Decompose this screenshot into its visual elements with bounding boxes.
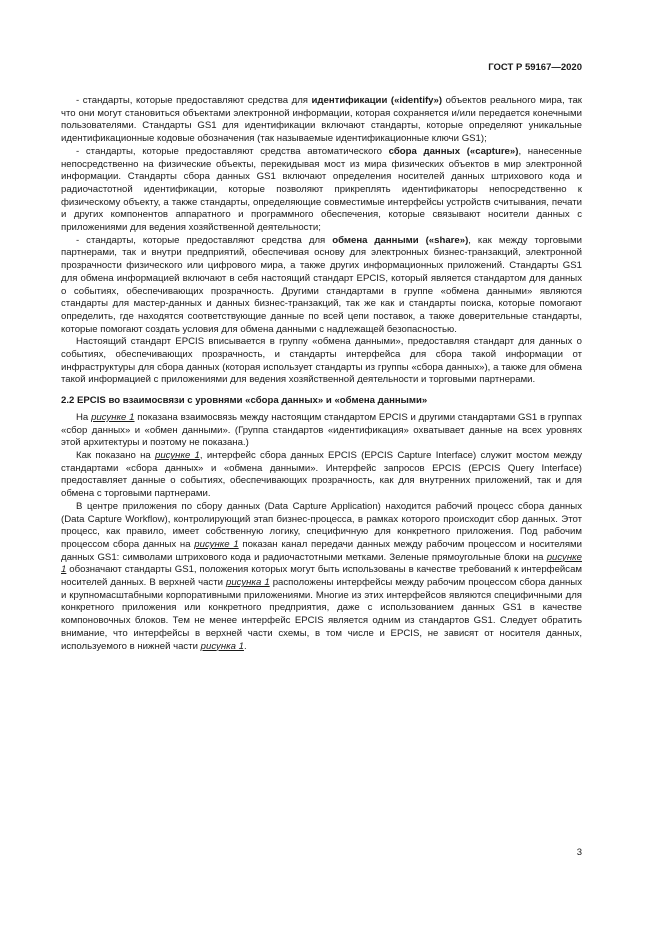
text-span: - стандарты, которые предоставляют средства автоматического (76, 145, 389, 157)
text-span: - стандарты, которые предоставляют средства для (76, 234, 333, 246)
paragraph-identify (61, 95, 582, 146)
figure-reference-link[interactable]: рисунка 1 (226, 577, 270, 589)
text-span: , интерфейс сбора данных EPCIS (EPCIS Capture Interface) служит мостом между стандартами «сбора данных» и «обмена данными». Интерфейс запросов EPCIS (EPCIS Query Interface) предоставляет данные о событиях, обеспечивающих прозрачность, как для внутренних приложений, так и для обмена с торговыми партнерами. (61, 449, 582, 500)
text-span: На (76, 411, 92, 423)
paragraph-figure-relation (61, 412, 582, 450)
text-span: - стандарты, которые предоставляют средства для (76, 95, 312, 106)
paragraph-data-capture-app (61, 501, 582, 653)
figure-reference-link[interactable]: рисунке 1 (91, 411, 135, 423)
text-span: объектов реального мира, так что они могут становиться объектами электронной информации, которая сохраняется и/или передается конечными пользователями. Стандарты GS1 для идентификации включают стандарты, которые определяют уникальные идентификационные кодовые обозначения (так называемые идентификационные ключи GS1); (61, 95, 582, 145)
paragraph-capture (61, 146, 582, 235)
text-span: . (243, 640, 247, 652)
paragraph-share (61, 235, 582, 337)
text-span: Как показано на (76, 449, 156, 461)
figure-reference-link[interactable]: рисунка 1 (200, 640, 244, 652)
text-span: расположены интерфейсы между рабочим процессом сбора данных и крупномасштабными корпоративными приложениями. Многие из этих интерфейсов являются специфичными для конкретного приложения или конкретного предприятия, даже с использованием данных GS1 в качестве компоновочных блоков. Тем не менее интерфейс EPCIS является одним из стандартов GS1. Следует обратить внимание, что интерфейсы в верхней части схемы, в том числе и EPCIS, не зависят от носителя данных, используемого в нижней части (61, 577, 582, 652)
paragraph-epcis-fit: Настоящий стандарт EPCIS вписывается в группу «обмена данными», предоставляя стандарт для данных о событиях, обеспечивающих прозрачность, и стандарты интерфейса для сбора такой информации от инфраструктуры для сбора данных (которая использует стандарты из группы «сбора данных»), а также для обмена такой информацией с приложениями для ведения хозяйственной деятельности и торговыми партнерами. (61, 336, 582, 386)
bold-term-identify: идентификации («identify») (311, 95, 443, 106)
bold-term-capture: сбора данных («capture») (388, 145, 519, 157)
document-id-header: ГОСТ Р 59167—2020 (488, 62, 582, 73)
paragraph-interfaces (61, 450, 582, 501)
text-span: , как между торговыми партнерами, так и внутри предприятий, обеспечивая основу для электронных бизнес-транзакций, электронной прозрачности физического или цифрового мира, а также других информационных приложений. Стандарты GS1 для обмена информацией включают в себя настоящий стандарт EPCIS, который является стандартом для данных о событиях, обеспечивающих прозрачность. Другими стандартами в группе «обмена данными» являются стандарты для мастер-данных и данных бизнес-транзакций, так же как и стандарты поиска, которые помогают определить, где находятся соответствующие данные по всей цепи поставок, а также доверительные стандарты, которые помогают создать условия для обмена данными с надлежащей безопасностью. (61, 234, 582, 335)
text-span: обозначают стандарты GS1, положения которых могут быть использованы в качестве требований к интерфейсам носителей данных. В верхней части (61, 564, 582, 589)
text-span: показан канал передачи данных между рабочим процессом и носителями данных GS1: символами штрихового кода и радиочастотными метками. Зеленые прямоугольные блоки на (61, 538, 582, 563)
bold-term-share: обмена данными («share») (332, 234, 469, 246)
section-heading: 2.2 EPCIS во взаимосвязи с уровнями «сбора данных» и «обмена данными» (61, 395, 428, 407)
document-body (61, 95, 582, 653)
page-number: 3 (576, 847, 582, 858)
figure-reference-link[interactable]: рисунке 1 (155, 449, 200, 461)
figure-reference-link[interactable]: рисунке 1 (194, 538, 239, 550)
text-span: В центре приложения по сбору данных (Data Capture Application) находится рабочий процесс сбора данных (Data Capture Workflow), контролирующий этап бизнес-процесса, в рамках которого происходит сбор данных. Этот процесс, как правило, имеет собственную логику, специфичную для конкретного приложения. Под рабочим процессом сбора данных на (61, 500, 582, 550)
text-span: показана взаимосвязь между настоящим стандартом EPCIS и другими стандартами GS1 в группах «сбор данных» и «обмен данными». (Группа стандартов «идентификация» охватывает данные на всех уровнях этой архитектуры и поэтому не показана.) (61, 411, 582, 449)
figure-reference-link[interactable]: рисунке 1 (61, 551, 582, 576)
text-span: , нанесенные непосредственно на физические объекты, перекидывая мост из мира физических объектов в мир электронной информации. Стандарты сбора данных GS1 включают определения носителей данных штрихового кода и радиочастотной идентификации, которые позволяют прикреплять идентификаторы непосредственно к физическому объекту, а также стандарты, определяющие совместимые интерфейсы устройств считывания, печати и других компонентов аппаратного и программного обеспечения, которые связывают носители данных с приложениями для ведения хозяйственной деятельности; (61, 145, 582, 234)
